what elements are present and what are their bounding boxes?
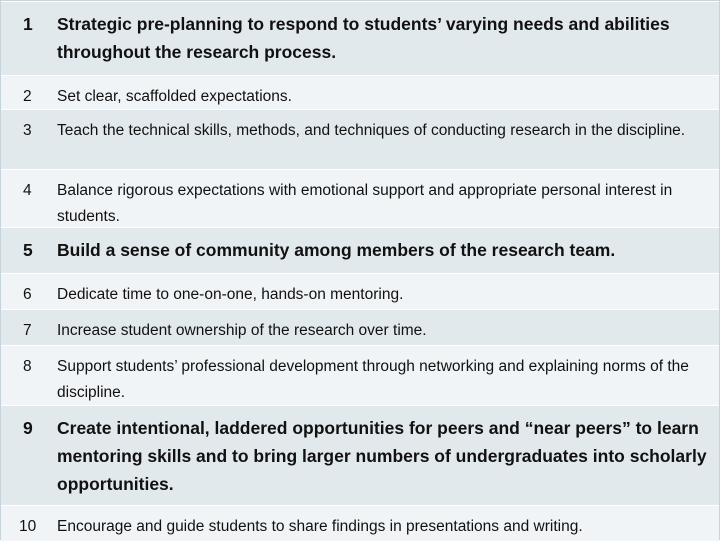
row-text: Encourage and guide students to share findings in presentations and writing.	[57, 518, 583, 535]
row-text: Support students’ professional development through networking and explaining norms of the discipline.	[57, 358, 689, 401]
row-number: 5	[23, 240, 33, 260]
row-text: Strategic pre-planning to respond to students’ varying needs and abilities throughout the research process.	[57, 14, 670, 62]
row-number: 9	[23, 418, 33, 438]
row-number: 2	[23, 88, 32, 105]
row-text: Increase student ownership of the research over time.	[57, 322, 427, 339]
row-text: Set clear, scaffolded expectations.	[57, 88, 292, 105]
row-text: Balance rigorous expectations with emotional support and appropriate personal interest in students.	[57, 182, 673, 225]
row-number: 4	[23, 182, 32, 199]
table-row	[1, 405, 719, 505]
row-number: 8	[23, 358, 32, 375]
row-number: 7	[23, 322, 32, 339]
row-text: Build a sense of community among members of the research team.	[57, 240, 616, 260]
table-row	[1, 309, 719, 345]
table-row	[1, 345, 719, 405]
row-number: 1	[23, 14, 33, 34]
table-row	[1, 505, 719, 541]
table-row	[1, 75, 719, 109]
table-row	[1, 109, 719, 169]
row-text: Dedicate time to one-on-one, hands-on mentoring.	[57, 286, 404, 303]
row-text: Create intentional, laddered opportunities for peers and “near peers” to learn mentoring skills and to bring larger numbers of undergraduates into scholarly opportunities.	[57, 418, 707, 494]
row-number: 3	[23, 122, 32, 139]
table-row	[1, 227, 719, 273]
table-row	[1, 169, 719, 227]
table-row	[1, 273, 719, 309]
row-number: 10	[19, 518, 37, 535]
table-row	[1, 1, 719, 75]
row-text: Teach the technical skills, methods, and techniques of conducting research in the discipline.	[57, 122, 686, 139]
row-number: 6	[23, 286, 32, 303]
